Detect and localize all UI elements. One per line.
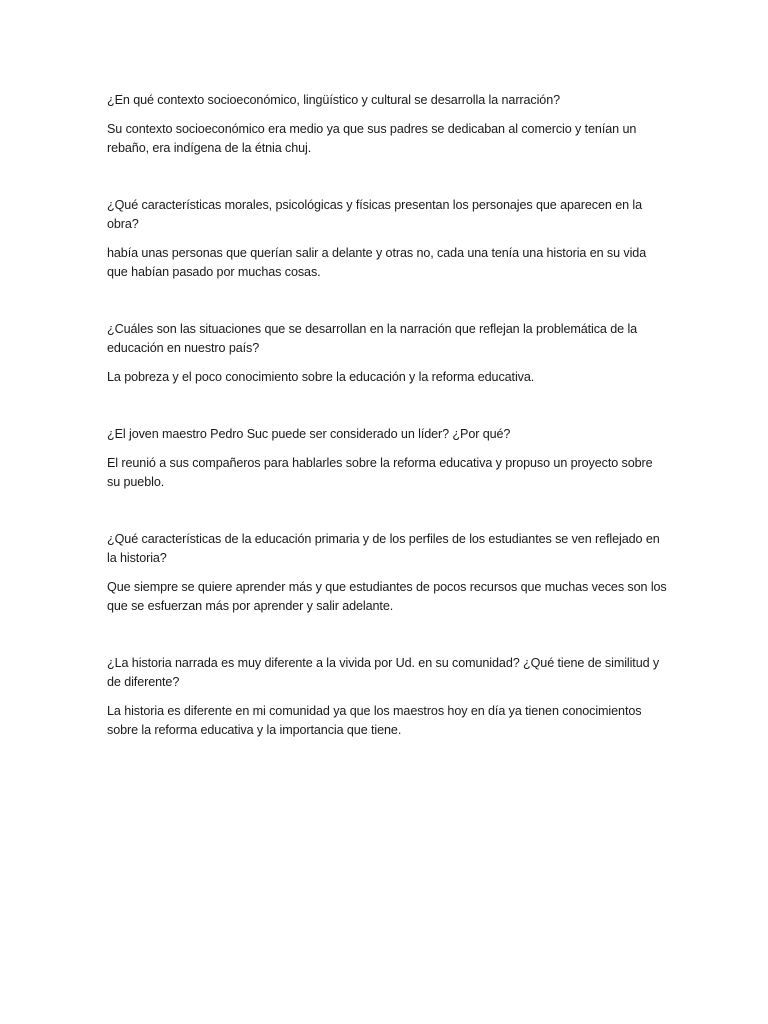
question-text: ¿En qué contexto socioeconómico, lingüístico y cultural se desarrolla la narración? [107, 93, 561, 107]
question-text: ¿El joven maestro Pedro Suc puede ser considerado un líder? ¿Por qué? [107, 427, 511, 441]
answer-text: La pobreza y el poco conocimiento sobre la educación y la reforma educativa. [107, 370, 535, 384]
qa-block [107, 530, 667, 616]
qa-block [107, 196, 667, 282]
answer-text: Su contexto socioeconómico era medio ya que sus padres se dedicaban al comercio y tenían un rebaño, era indígena de la étnia chuj. [107, 122, 637, 155]
question-text: ¿La historia narrada es muy diferente a la vivida por Ud. en su comunidad? ¿Qué tiene de similitud y de diferente? [107, 656, 660, 689]
answer-text: había unas personas que querían salir a delante y otras no, cada una tenía una historia en su vida que habían pasado por muchas cosas. [107, 246, 647, 279]
answer-text: El reunió a sus compañeros para hablarles sobre la reforma educativa y propuso un proyecto sobre su pueblo. [107, 456, 653, 489]
question-text: ¿Qué características morales, psicológicas y físicas presentan los personajes que aparecen en la obra? [107, 198, 643, 231]
qa-block [107, 654, 667, 740]
qa-block [107, 425, 667, 492]
answer-text: La historia es diferente en mi comunidad ya que los maestros hoy en día ya tienen conocimientos sobre la reforma educativa y la importancia que tiene. [107, 704, 642, 737]
question-text: ¿Cuáles son las situaciones que se desarrollan en la narración que reflejan la problemática de la educación en nuestro país? [107, 322, 638, 355]
qa-block [107, 91, 667, 158]
qa-block [107, 320, 667, 387]
document-body [107, 91, 667, 740]
answer-text: Que siempre se quiere aprender más y que estudiantes de pocos recursos que muchas veces son los que se esfuerzan más por aprender y salir adelante. [107, 580, 667, 613]
question-text: ¿Qué características de la educación primaria y de los perfiles de los estudiantes se ven reflejado en la historia? [107, 532, 660, 565]
